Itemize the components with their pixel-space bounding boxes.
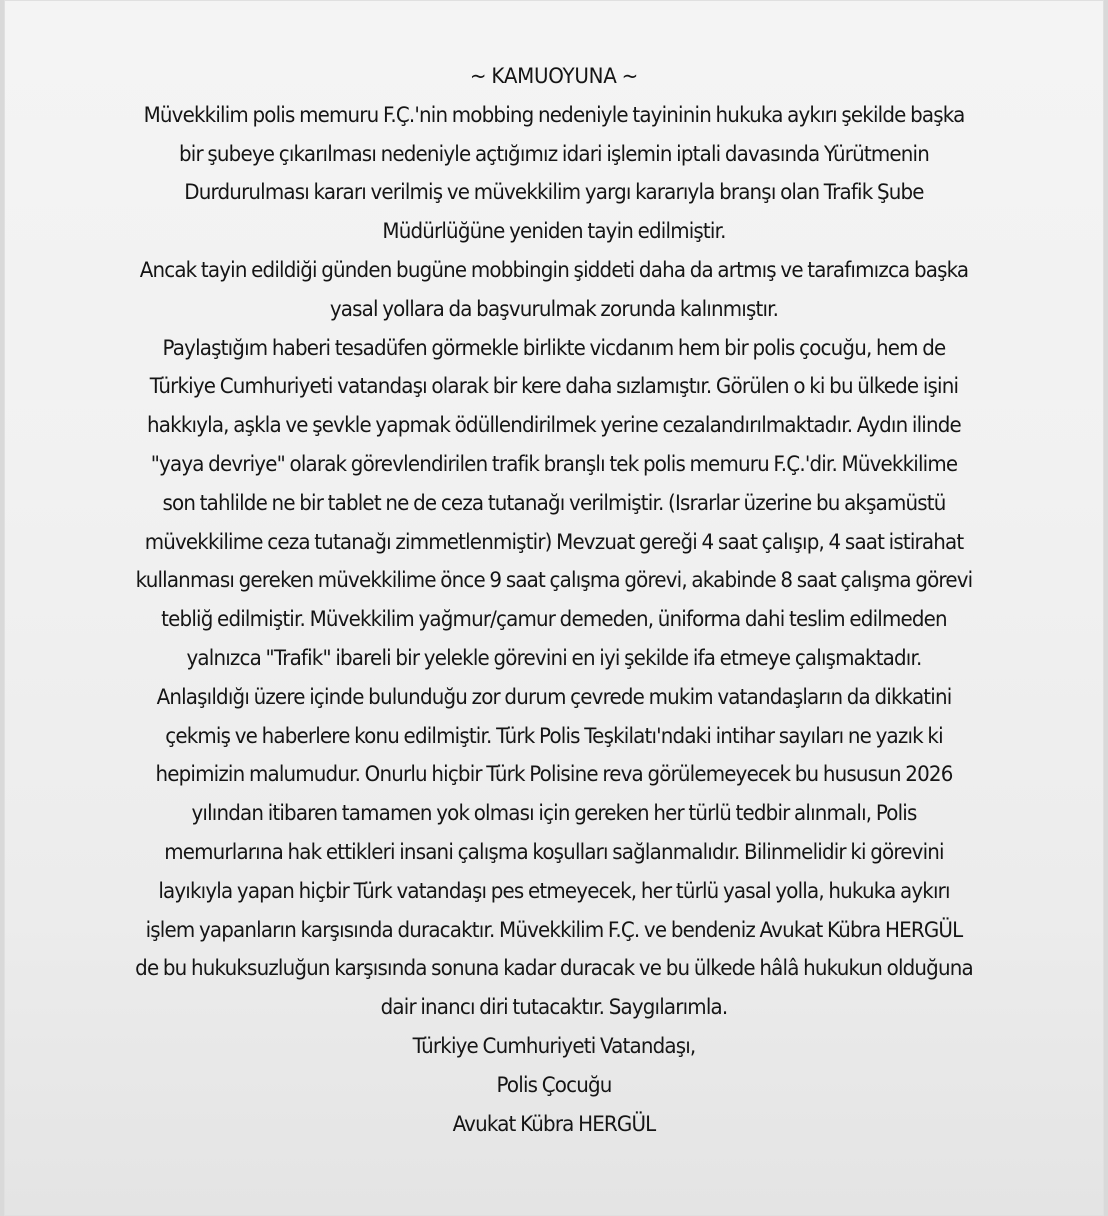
document-page: [4, 0, 1104, 1216]
body-line: tebliğ edilmiştir. Müvekkilim yağmur/çamur demeden, üniforma dahi teslim edilmeden: [161, 607, 947, 633]
body-line: Müvekkilim polis memuru F.Ç.'nin mobbing nedeniyle tayininin hukuka aykırı şekilde başka: [143, 102, 965, 128]
body-line: Müdürlüğüne yeniden tayin edilmiştir.: [382, 219, 726, 245]
signature-line: Avukat Kübra HERGÜL: [452, 1111, 656, 1137]
signature-line: Polis Çocuğu: [496, 1072, 612, 1098]
body-line: hakkıyla, aşkla ve şevkle yapmak ödüllendirilmek yerine cezalandırılmaktadır. Aydın ilinde: [147, 413, 961, 439]
body-line: Durdurulması kararı verilmiş ve müvekkilim yargı kararıyla branşı olan Trafik Şube: [184, 180, 924, 206]
body-line: Anlaşıldığı üzere içinde bulunduğu zor durum çevrede mukim vatandaşların da dikkatini: [156, 684, 952, 710]
body-line: "yaya devriye" olarak görevlendirilen trafik branşlı tek polis memuru F.Ç.'dir. Müvekkilime: [150, 451, 958, 477]
body-line: bir şubeye çıkarılması nedeniyle açtığımız idari işlemin iptali davasında Yürütmenin: [179, 141, 929, 167]
body-line: memurlarına hak ettikleri insani çalışma koşulları sağlanmalıdır. Bilinmelidir ki görevini: [164, 839, 944, 865]
body-line: Türkiye Cumhuriyeti vatandaşı olarak bir kere daha sızlamıştır. Görülen o ki bu ülkede işini: [149, 374, 959, 400]
body-line: çekmiş ve haberlere konu edilmiştir. Türk Polis Teşkilatı'ndaki intihar sayıları ne yazık ki: [165, 723, 943, 749]
body-line: yalnızca "Trafik" ibareli bir yelekle görevini en iyi şekilde ifa etmeye çalışmaktadır.: [186, 645, 922, 671]
body-line: hepimizin malumudur. Onurlu hiçbir Türk Polisine reva görülemeyecek bu hususun 2026: [155, 762, 953, 788]
body-line: müvekkilime ceza tutanağı zimmetlenmiştir) Mevzuat gereği 4 saat çalışıp, 4 saat istirahat: [144, 529, 964, 555]
body-line: yılından itibaren tamamen yok olması için gereken her türlü tedbir alınmalı, Polis: [191, 801, 917, 827]
body-line: Ancak tayin edildiği günden bugüne mobbingin şiddeti daha da artmış ve tarafımızca başka: [139, 257, 969, 283]
body-line: yasal yollara da başvurulmak zorunda kalınmıştır.: [329, 296, 779, 322]
signature-line: Türkiye Cumhuriyeti Vatandaşı,: [412, 1033, 696, 1059]
body-line: de bu hukuksuzluğun karşısında sonuna kadar duracak ve bu ülkede hâlâ hukukun olduğuna: [135, 956, 973, 982]
body-line: son tahlilde ne bir tablet ne de ceza tutanağı verilmiştir. (Israrlar üzerine bu akşamüstü: [162, 490, 946, 516]
body-line: layıkıyla yapan hiçbir Türk vatandaşı pes etmeyecek, her türlü yasal yolla, hukuka aykırı: [158, 878, 950, 904]
body-line: kullanması gereken müvekkilime önce 9 saat çalışma görevi, akabinde 8 saat çalışma görevi: [135, 568, 973, 594]
body-line: dair inancı diri tutacaktır. Saygılarımla.: [380, 995, 728, 1021]
document-title: ~ KAMUOYUNA ~: [469, 64, 639, 89]
statement-text: [48, 58, 1060, 1144]
body-line: Paylaştığım haberi tesadüfen görmekle birlikte vicdanım hem bir polis çocuğu, hem de: [162, 335, 946, 361]
body-line: işlem yapanların karşısında duracaktır. Müvekkilim F.Ç. ve bendeniz Avukat Kübra HERGÜL: [145, 917, 963, 943]
